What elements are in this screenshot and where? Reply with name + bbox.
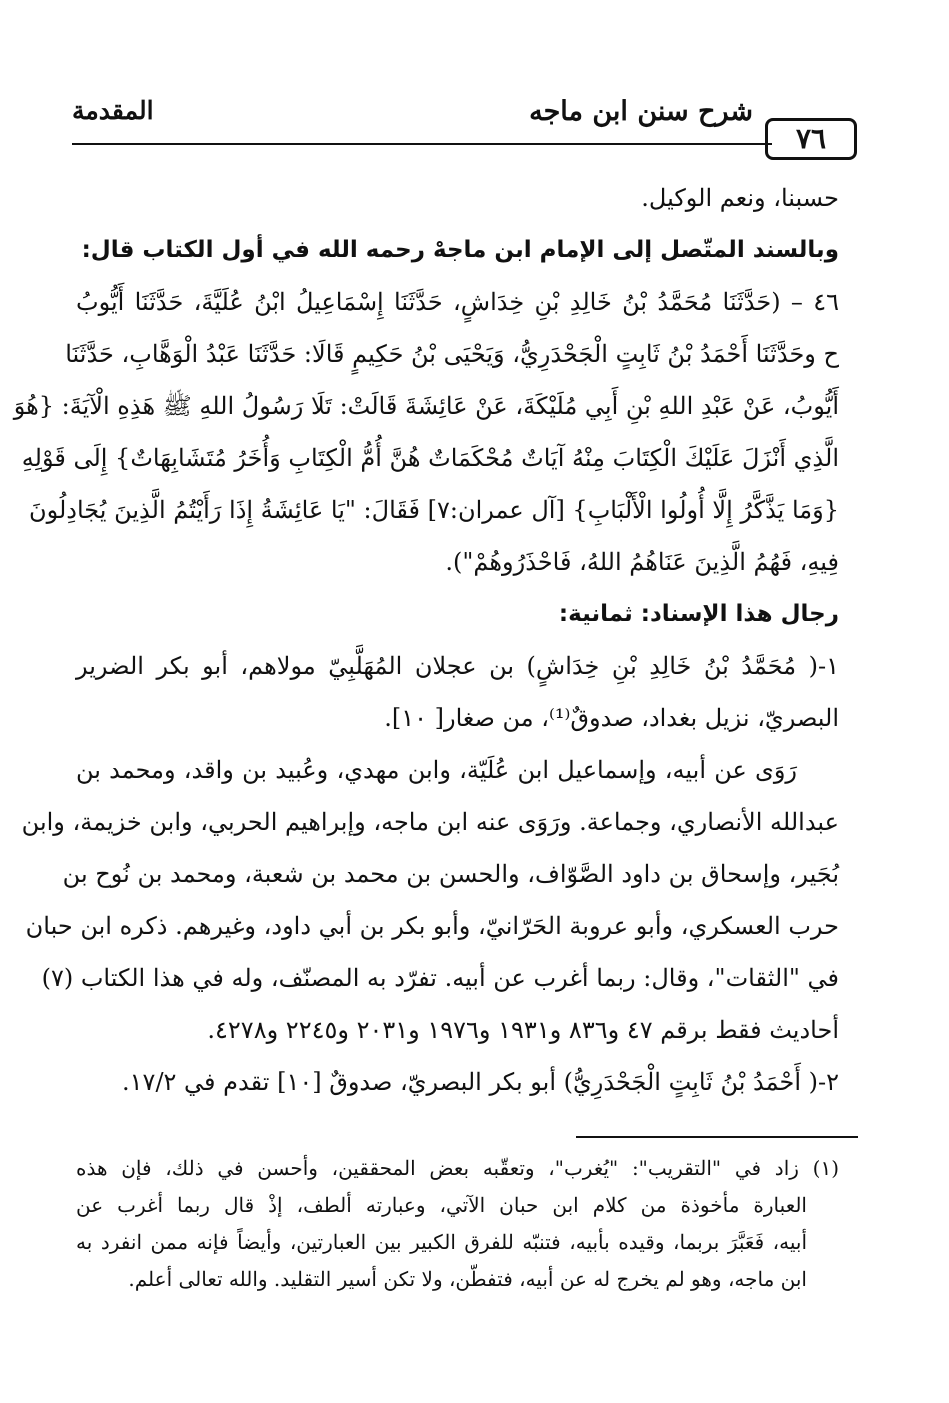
section-title: المقدمة xyxy=(72,96,154,125)
hadith-line: ح وحَدَّثَنَا أَحْمَدُ بْنُ ثَابِتٍ الْجَحْدَرِيُّ، وَيَحْيَى بْنُ حَكِيمٍ قَالَا: حَدَّثَنَا عَبْدُ الْوَهَّابِ، حَدَّثَنَا xyxy=(65,340,839,368)
hadith-line: فِيهِ، فَهُمُ الَّذِينَ عَنَاهُمُ اللهُ، فَاحْذَرُوهُمْ"). xyxy=(445,548,839,576)
footnote-line: أبيه، فَعَبَّرَ بربما، وقيده بأبيه، فتنبّه للفرق الكبير بين العبارتين، وأيضاً فإنه ممن انفرد به xyxy=(76,1230,807,1254)
narrator-entry: ١-( مُحَمَّدُ بْنُ خَالِدِ بْنِ خِدَاشٍ) بن عجلان المُهَلَّبِيّ مولاهم، أبو بكر الضرير xyxy=(76,652,839,680)
hadith-line: الَّذِي أَنْزَلَ عَلَيْكَ الْكِتَابَ مِنْهُ آيَاتٌ مُحْكَمَاتٌ هُنَّ أُمُّ الْكِتَابِ وَأُخَرُ مُتَشَابِهَاتٌ} إِلَى قَوْلِهِ xyxy=(21,444,839,472)
bio-line: حرب العسكري، وأبو عروبة الحَرّانيّ، وأبو بكر بن أبي داود، وغيرهم. ذكره ابن حبان xyxy=(25,912,839,940)
bio-line: بُجَير، وإسحاق بن داود الصَّوّاف، والحسن بن محمد بن شعبة، ومحمد بن نُوح بن xyxy=(62,860,839,888)
footnote-line: (١) زاد في "التقريب": "يُغرب"، وتعقّبه بعض المحققين، وأحسن في ذلك، فإن هذه xyxy=(76,1156,839,1180)
narrator-entry: البصريّ، نزيل بغداد، صدوقٌ⁽¹⁾، من صغار[ ١٠]. xyxy=(384,704,839,732)
book-title: شرح سنن ابن ماجه xyxy=(529,96,753,127)
chain-heading: وبالسند المتّصل إلى الإمام ابن ماجهْ رحمه الله في أول الكتاب قال: xyxy=(81,237,839,263)
hadith-line: ٤٦ – (حَدَّثَنَا مُحَمَّدُ بْنُ خَالِدِ بْنِ خِدَاشٍ، حَدَّثَنَا إِسْمَاعِيلُ ابْنُ عُلَيَّةَ، حَدَّثَنَا أَيُّوبُ xyxy=(76,288,839,316)
footnote xyxy=(76,1150,839,1298)
narrator-entry: ٢-( أَحْمَدُ بْنُ ثَابِتٍ الْجَحْدَرِيُّ) أبو بكر البصريّ، صدوقٌ [١٠] تقدم في ١٧/٢. xyxy=(122,1068,839,1096)
footnote-line: العبارة مأخوذة من كلام ابن حبان الآتي، وعبارته ألطف، إذْ قال ربما أغرب عن xyxy=(76,1193,807,1217)
main-text xyxy=(13,172,839,1108)
bio-line: رَوَى عن أبيه، وإسماعيل ابن عُلَيّة، وابن مهدي، وعُبيد بن واقد، ومحمد بن xyxy=(76,756,797,784)
header-rule xyxy=(72,143,772,145)
footnote-line: ابن ماجه، وهو لم يخرج له عن أبيه، فتفطّن، ولا تكن أسير التقليد. والله تعالى أعلم. xyxy=(128,1267,807,1291)
bio-line: أحاديث فقط برقم ٤٧ و٨٣٦ و١٩٣١ و١٩٧٦ و٢٠٣١ و٢٢٤٥ و٤٢٧٨. xyxy=(207,1016,839,1044)
bio-line: في "الثقات"، وقال: ربما أغرب عن أبيه. تفرّد به المصنّف، وله في هذا الكتاب (٧) xyxy=(41,964,839,992)
hadith-line: أَيُّوبُ، عَنْ عَبْدِ اللهِ بْنِ أَبِي مُلَيْكَةَ، عَنْ عَائِشَةَ قَالَتْ: تَلَا رَسُولُ اللهِ ﷺ هَذِهِ الْآيَةَ: {هُوَ xyxy=(13,392,839,420)
page-number: ٧٦ xyxy=(765,118,857,160)
footnote-rule xyxy=(576,1136,858,1138)
bio-line: عبدالله الأنصاري، وجماعة. ورَوَى عنه ابن ماجه، وإبراهيم الحربي، وابن خزيمة، وابن xyxy=(21,808,839,836)
narrators-heading: رجال هذا الإسناد: ثمانية: xyxy=(558,601,839,627)
hadith-line: {وَمَا يَذَّكَّرُ إِلَّا أُولُوا الْأَلْبَابِ} [آل عمران:٧] فَقَالَ: "يَا عَائِشَةُ إِذَا رَأَيْتُمُ الَّذِينَ يُجَادِلُونَ xyxy=(28,496,839,524)
text-line: حسبنا، ونعم الوكيل. xyxy=(641,184,839,212)
